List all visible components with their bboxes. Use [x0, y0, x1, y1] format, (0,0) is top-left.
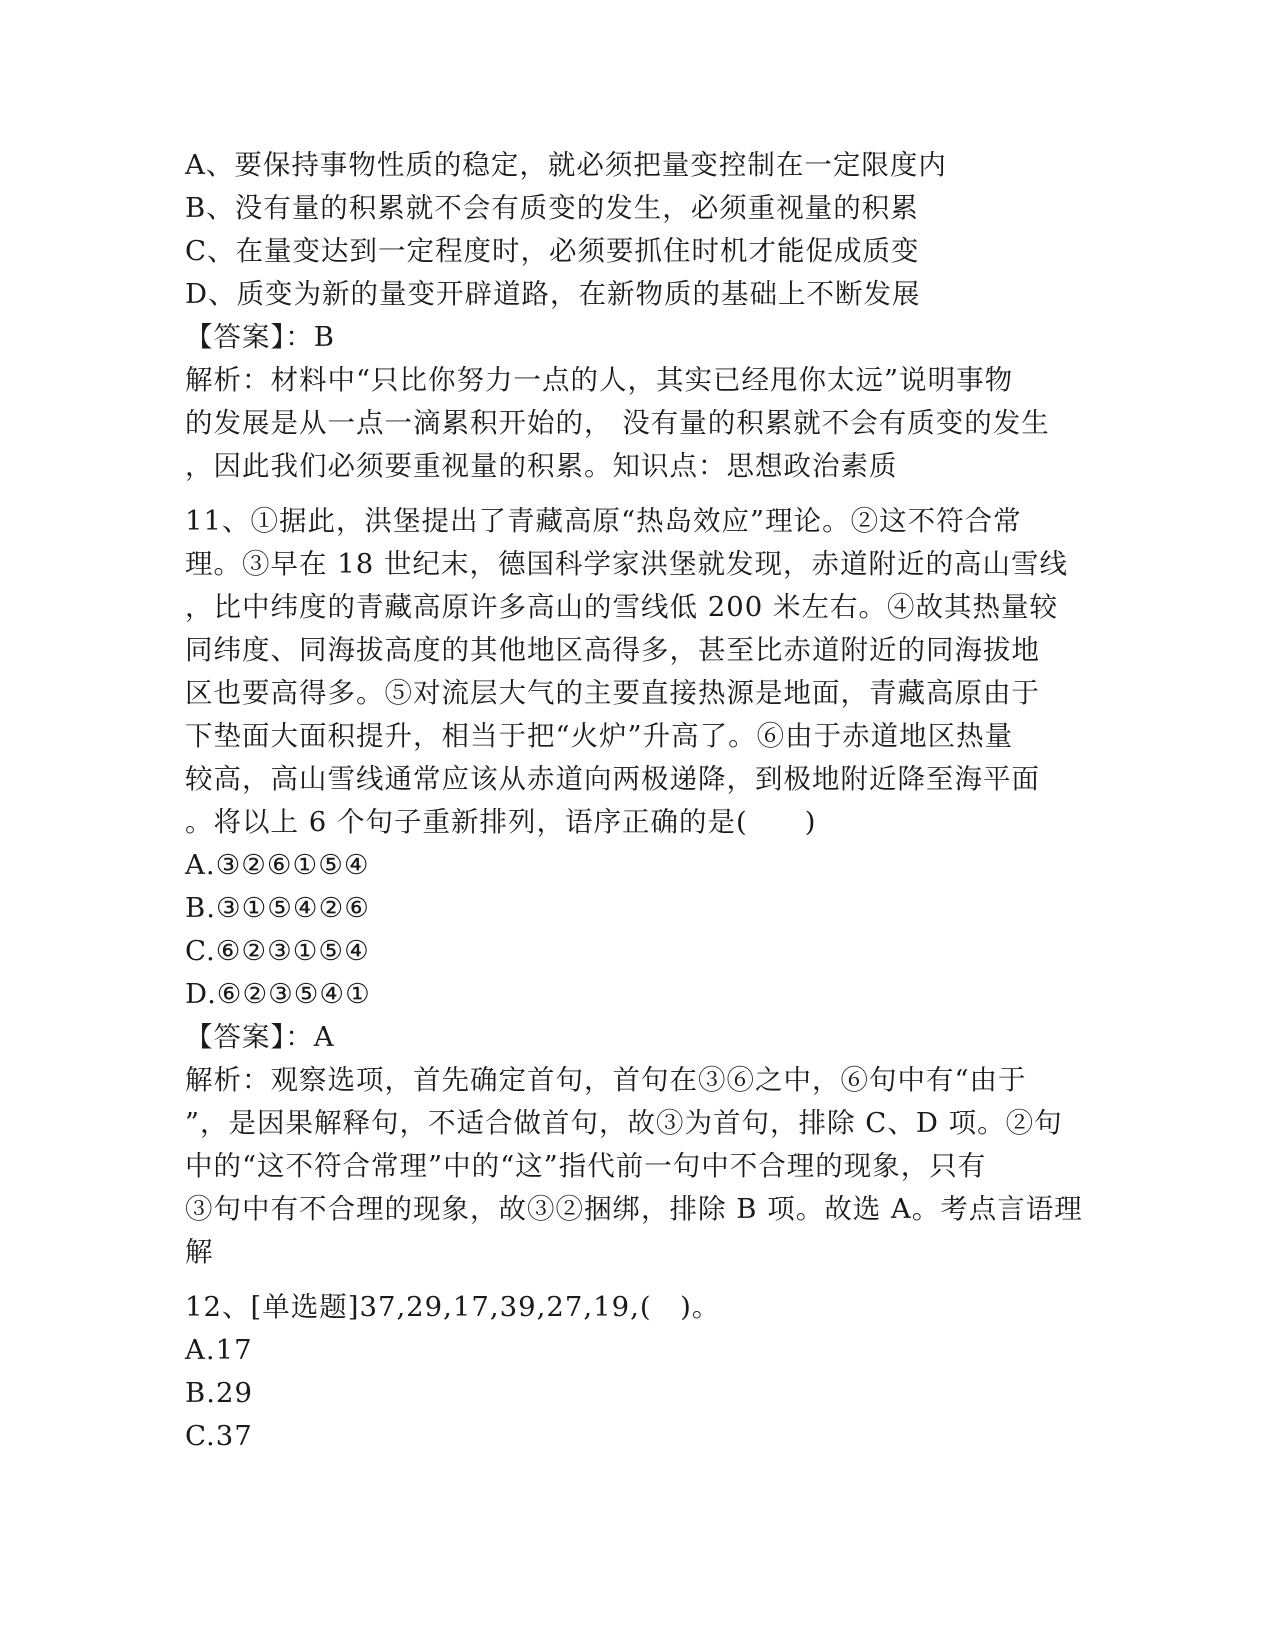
- q10-option-c: C、在量变达到一定程度时，必须要抓住时机才能促成质变: [185, 235, 920, 267]
- q12-option-a: A.17: [185, 1334, 253, 1366]
- q10-answer: 【答案】：B: [185, 321, 335, 353]
- q11-stem-line: 。将以上 6 个句子重新排列，语序正确的是( ): [185, 806, 817, 838]
- q11-option-c: C.⑥②③①⑤④: [185, 935, 370, 967]
- question-12-section: [185, 1286, 1085, 1458]
- q11-analysis-line: 中的“这不符合常理”中的“这”指代前一句中不合理的现象，只有: [185, 1150, 987, 1182]
- q10-option-a: A、要保持事物性质的稳定，就必须把量变控制在一定限度内: [185, 149, 947, 181]
- q11-stem-line: 理。③早在 18 世纪末，德国科学家洪堡就发现，赤道附近的高山雪线: [185, 548, 1068, 580]
- q11-stem-line: ，比中纬度的青藏高原许多高山的雪线低 200 米左右。④故其热量较: [185, 591, 1058, 623]
- q11-option-d: D.⑥②③⑤④①: [185, 978, 371, 1010]
- q11-stem-line: 11、①据此，洪堡提出了青藏高原“热岛效应”理论。②这不符合常: [185, 505, 1022, 537]
- q10-analysis-line: ，因此我们必须要重视量的积累。知识点：思想政治素质: [185, 450, 898, 482]
- q10-option-b: B、没有量的积累就不会有质变的发生，必须重视量的积累: [185, 192, 919, 224]
- q11-stem-line: 下垫面大面积提升，相当于把“火炉”升高了。⑥由于赤道地区热量: [185, 720, 1014, 752]
- q11-option-a: A.③②⑥①⑤④: [185, 849, 370, 881]
- q10-option-d: D、质变为新的量变开辟道路，在新物质的基础上不断发展: [185, 278, 921, 310]
- q11-analysis-line: ”，是因果解释句，不适合做首句，故③为首句，排除 C、D 项。②句: [185, 1107, 1063, 1139]
- document-page: [185, 144, 1085, 1458]
- question-10-section: [185, 144, 1085, 488]
- q11-stem-line: 较高，高山雪线通常应该从赤道向两极递降，到极地附近降至海平面: [185, 763, 1040, 795]
- q12-stem: 12、[单选题]37,29,17,39,27,19,( )。: [185, 1291, 721, 1323]
- q11-analysis-line: 解析：观察选项，首先确定首句，首句在③⑥之中，⑥句中有“由于: [185, 1064, 1027, 1096]
- question-11-section: [185, 500, 1085, 1274]
- q11-answer: 【答案】：A: [185, 1021, 335, 1053]
- section-gap: [185, 1274, 1085, 1286]
- q11-analysis-line: 解: [185, 1236, 214, 1268]
- q11-option-b: B.③①⑤④②⑥: [185, 892, 370, 924]
- q12-option-b: B.29: [185, 1377, 253, 1409]
- q11-stem-line: 同纬度、同海拔高度的其他地区高得多，甚至比赤道附近的同海拔地: [185, 634, 1040, 666]
- q11-stem-line: 区也要高得多。⑤对流层大气的主要直接热源是地面，青藏高原由于: [185, 677, 1040, 709]
- q12-option-c: C.37: [185, 1420, 253, 1452]
- section-gap: [185, 488, 1085, 500]
- q11-analysis-line: ③句中有不合理的现象，故③②捆绑，排除 B 项。故选 A。考点言语理: [185, 1193, 1083, 1225]
- q10-analysis-line: 解析：材料中“只比你努力一点的人，其实已经甩你太远”说明事物: [185, 364, 1014, 396]
- q10-analysis-line: 的发展是从一点一滴累积开始的， 没有量的积累就不会有质变的发生: [185, 407, 1050, 439]
